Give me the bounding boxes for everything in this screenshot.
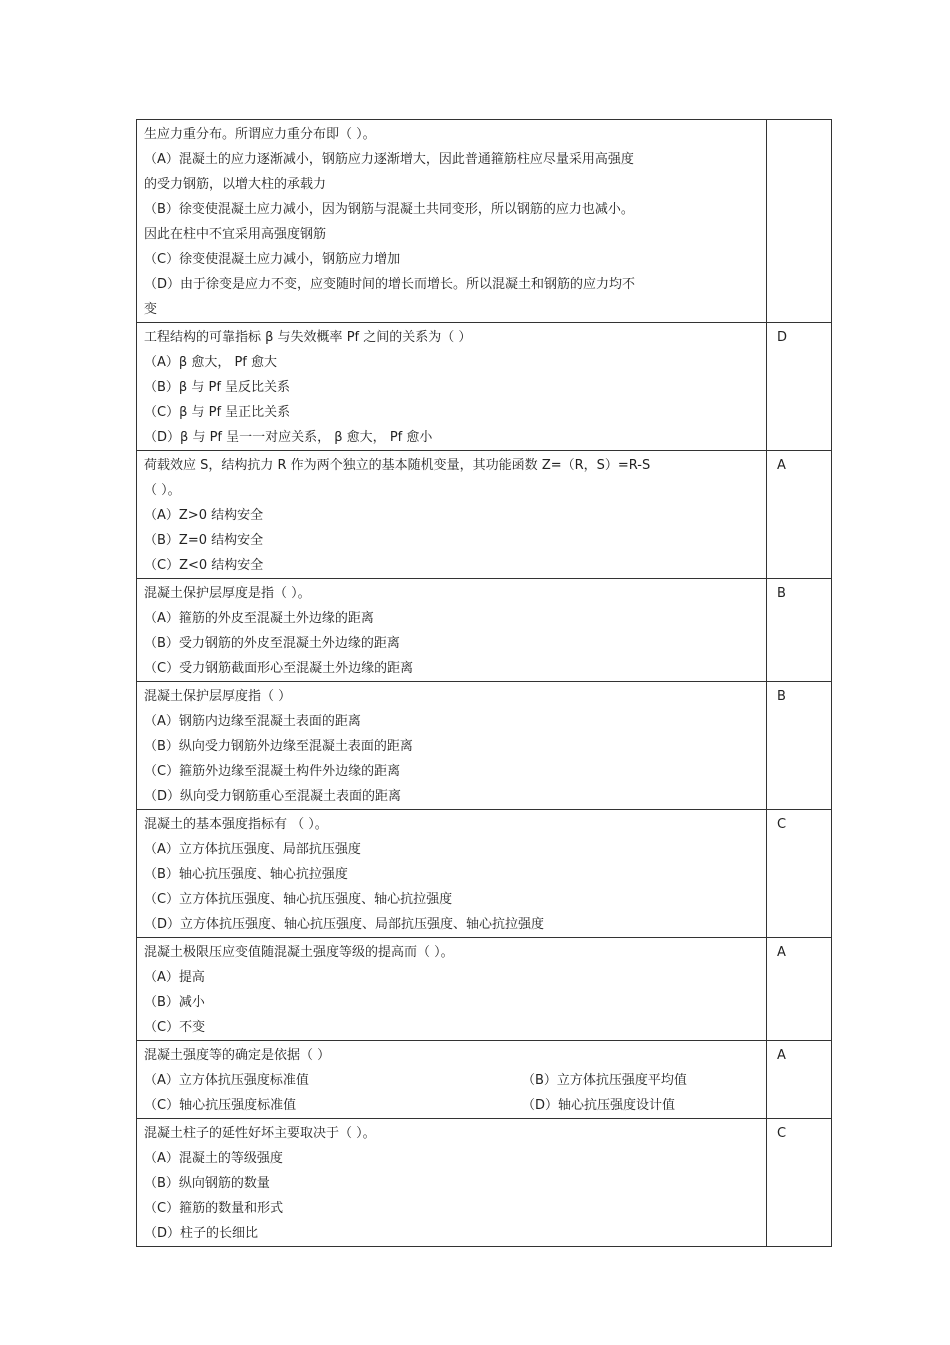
option-pair [144,1093,766,1118]
answer-cell: B [767,682,832,810]
option-line: （D）由于徐变是应力不变，应变随时间的增长而增长。所以混凝土和钢筋的应力均不 [144,277,636,292]
option-line: （D）轴心抗压强度设计值 [522,1098,676,1113]
answer-cell: A [767,1041,832,1119]
option-line: （A）提高 [144,970,205,985]
option-line: （A）β 愈大， Pf 愈大 [144,355,278,370]
option-line: （B）β 与 Pf 呈反比关系 [144,380,291,395]
option-line: （D）纵向受力钢筋重心至混凝土表面的距离 [144,789,402,804]
question-cell [137,120,767,323]
option-line: （A）立方体抗压强度标准值 [144,1073,309,1088]
option-line: （B）纵向受力钢筋外边缘至混凝土表面的距离 [144,739,413,754]
question-cell [137,938,767,1041]
question-cell [137,323,767,451]
option-line: （B）纵向钢筋的数量 [144,1176,270,1191]
option-line: （D）β 与 Pf 呈一一对应关系， β 愈大， Pf 愈小 [144,430,433,445]
option-line: （B）立方体抗压强度平均值 [522,1073,687,1088]
table-row [137,682,832,810]
answer-cell: A [767,938,832,1041]
question-cell [137,579,767,682]
option-line: （D）立方体抗压强度、轴心抗压强度、局部抗压强度、轴心抗拉强度 [144,917,545,932]
option-line: （C）箍筋外边缘至混凝土构件外边缘的距离 [144,764,401,779]
option-line: （A）混凝土的等级强度 [144,1151,283,1166]
question-stem: 混凝土柱子的延性好坏主要取决于（ ）。 [144,1126,376,1141]
option-line: （A）钢筋内边缘至混凝土表面的距离 [144,714,361,729]
question-cell [137,1041,767,1119]
question-stem: 混凝土强度等的确定是依据（ ） [144,1048,331,1063]
question-stem: 工程结构的可靠指标 β 与失效概率 Pf 之间的关系为（ ） [144,330,472,345]
table-row [137,323,832,451]
question-stem: 混凝土保护层厚度是指（ ）。 [144,586,311,601]
answer-cell [767,120,832,323]
option-line: （B）徐变使混凝土应力减小，因为钢筋与混凝土共同变形，所以钢筋的应力也减小。 [144,202,634,217]
option-line: （A）箍筋的外皮至混凝土外边缘的距离 [144,611,374,626]
question-table [136,119,832,1247]
question-cell [137,1119,767,1247]
option-line: （C）受力钢筋截面形心至混凝土外边缘的距离 [144,661,414,676]
option-line: （C）徐变使混凝土应力减小，钢筋应力增加 [144,252,401,267]
option-line: （B）减小 [144,995,205,1010]
table-row [137,579,832,682]
question-stem: 混凝土极限压应变值随混凝土强度等级的提高而（ ）。 [144,945,454,960]
option-line: （B）轴心抗压强度、轴心抗拉强度 [144,867,348,882]
answer-cell: A [767,451,832,579]
option-line: （C）Z<0 结构安全 [144,558,264,573]
option-line: 变 [144,302,158,317]
option-line: （B）Z=0 结构安全 [144,533,264,548]
option-line: （C）β 与 Pf 呈正比关系 [144,405,291,420]
question-stem: 荷载效应 S，结构抗力 R 作为两个独立的基本随机变量，其功能函数 Z=（R，S）=R-S [144,458,651,473]
question-stem: 混凝土保护层厚度指（ ） [144,689,292,704]
table-row [137,1119,832,1247]
answer-cell: B [767,579,832,682]
option-line: （A）混凝土的应力逐渐减小，钢筋应力逐渐增大，因此普通箍筋柱应尽量采用高强度 [144,152,634,167]
question-stem: 生应力重分布。所谓应力重分布即（ ）。 [144,127,376,142]
option-line: 的受力钢筋，以增大柱的承载力 [144,177,327,192]
question-cell [137,810,767,938]
answer-cell: C [767,1119,832,1247]
question-stem: 混凝土的基本强度指标有 （ ）。 [144,817,328,832]
table-row [137,1041,832,1119]
answer-cell: D [767,323,832,451]
option-line: 因此在柱中不宜采用高强度钢筋 [144,227,327,242]
question-cell [137,682,767,810]
table-row [137,938,832,1041]
option-line: （C）箍筋的数量和形式 [144,1201,284,1216]
option-line: （C）轴心抗压强度标准值 [144,1098,297,1113]
option-line: （C）立方体抗压强度、轴心抗压强度、轴心抗拉强度 [144,892,453,907]
option-line: （A）立方体抗压强度、局部抗压强度 [144,842,361,857]
question-cell [137,451,767,579]
answer-cell: C [767,810,832,938]
table-row [137,810,832,938]
option-line: （A）Z>0 结构安全 [144,508,264,523]
table-row [137,120,832,323]
option-pair [144,1068,766,1093]
question-stem: （ ）。 [144,483,181,498]
option-line: （D）柱子的长细比 [144,1226,259,1241]
option-line: （C）不变 [144,1020,206,1035]
table-row [137,451,832,579]
option-line: （B）受力钢筋的外皮至混凝土外边缘的距离 [144,636,400,651]
